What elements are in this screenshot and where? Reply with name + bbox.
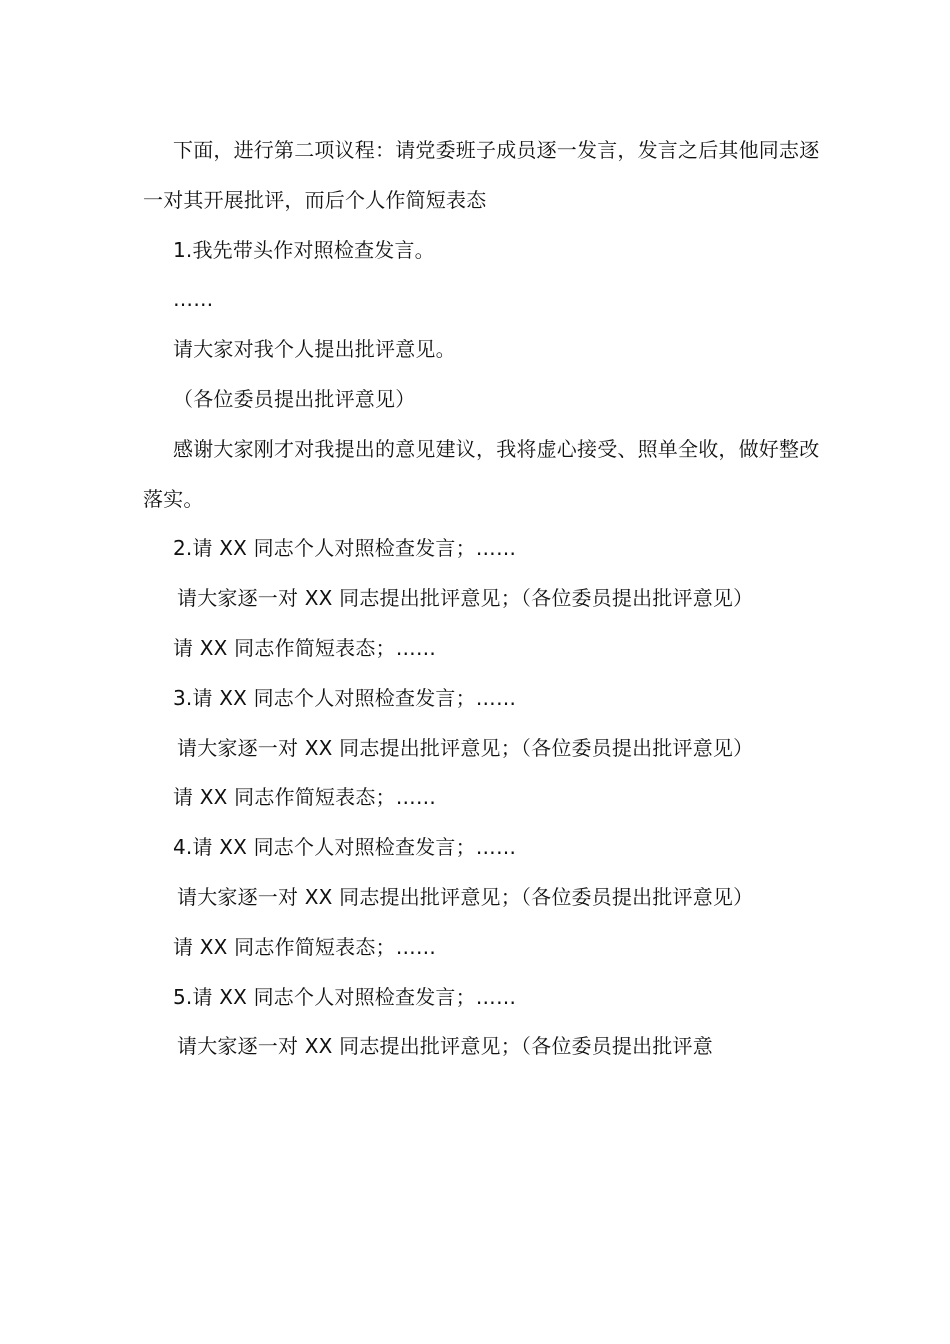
paragraph-members-criticize: （各位委员提出批评意见）: [173, 386, 416, 411]
paragraph-item-1: 1.我先带头作对照检查发言。: [173, 237, 435, 262]
paragraph-item-4-statement: 请 XX 同志作简短表态；……: [173, 934, 437, 959]
paragraph-item-5-criticism: 请大家逐一对 XX 同志提出批评意见；（各位委员提出批评意: [177, 1034, 713, 1059]
paragraph-item-2: 2.请 XX 同志个人对照检查发言；……: [173, 536, 517, 561]
paragraph-ellipsis: ……: [173, 287, 214, 312]
paragraph-thanks: 感谢大家刚才对我提出的意见建议，我将虚心接受、照单全收，做好整改落实。: [143, 436, 820, 511]
paragraph-item-2-criticism: 请大家逐一对 XX 同志提出批评意见；（各位委员提出批评意见）: [177, 586, 754, 611]
paragraph-item-3: 3.请 XX 同志个人对照检查发言；……: [173, 685, 517, 710]
paragraph-item-3-criticism: 请大家逐一对 XX 同志提出批评意见；（各位委员提出批评意见）: [177, 735, 754, 760]
paragraph-item-4: 4.请 XX 同志个人对照检查发言；……: [173, 835, 517, 860]
paragraph-request-criticism: 请大家对我个人提出批评意见。: [173, 337, 456, 362]
paragraph-item-4-criticism: 请大家逐一对 XX 同志提出批评意见；（各位委员提出批评意见）: [177, 884, 754, 909]
paragraph-item-3-statement: 请 XX 同志作简短表态；……: [173, 785, 437, 810]
paragraph-item-2-statement: 请 XX 同志作简短表态；……: [173, 635, 437, 660]
document-body: [143, 126, 823, 1072]
paragraph-agenda-intro: 下面，进行第二项议程：请党委班子成员逐一发言，发言之后其他同志逐一对其开展批评，而后个人作简短表态: [143, 138, 820, 212]
paragraph-item-5: 5.请 XX 同志个人对照检查发言；……: [173, 984, 517, 1009]
